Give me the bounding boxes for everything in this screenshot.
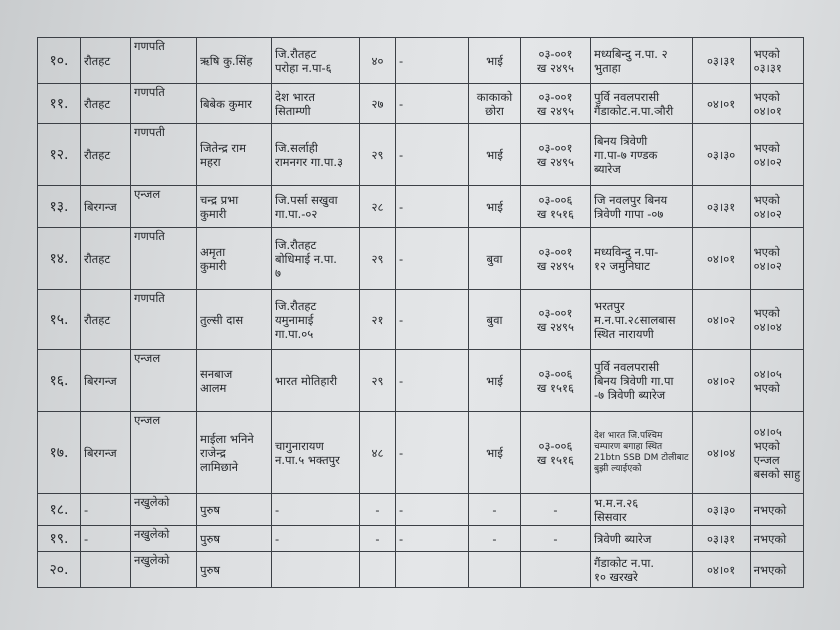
age-cell: २९ [360, 350, 396, 412]
status-line: नभएको [753, 562, 787, 577]
person-name-line: महरा [200, 154, 221, 169]
age-cell: २९ [360, 228, 396, 290]
person-name-cell [197, 124, 272, 186]
relation-cell: बुवा [469, 228, 521, 290]
address-cell [272, 228, 360, 290]
status-cell [750, 124, 804, 186]
relation-cell: - [469, 526, 521, 552]
place-found-cell [591, 412, 693, 494]
table-row [38, 124, 804, 186]
status-line: ०४।०२ [753, 206, 782, 221]
address-line: जि.सर्लाही [275, 140, 318, 155]
address-line: भारत मोतिहारी [275, 373, 338, 388]
place-found-line: बुझी ल्याईएको [594, 463, 642, 474]
department-cell: गणपति [131, 84, 197, 124]
place-found-line: भुताहा [594, 60, 621, 75]
district-cell: बिरगन्ज [81, 350, 131, 412]
person-name-line: तुल्सी दास [200, 312, 244, 327]
person-name-cell [197, 350, 272, 412]
person-name-line: पुरुष [200, 562, 221, 577]
person-name-cell [197, 412, 272, 494]
code-cell [521, 526, 591, 552]
status-cell [750, 552, 804, 588]
address-cell [272, 552, 360, 588]
code-cell [521, 186, 591, 228]
place-found-line: चम्पारण बगाहा स्थित [594, 441, 663, 452]
address-line: देश भारत [275, 89, 315, 104]
place-found-line: 21btn SSB DM टोलीबाट [594, 452, 689, 463]
address-line: रामनगर गा.पा.३ [275, 154, 344, 169]
serial-number-cell: १३. [38, 186, 81, 228]
place-found-line: गा.पा-७ गण्डक [594, 147, 658, 162]
dash-cell: - [396, 526, 469, 552]
place-found-line: १२ जमुनिघाट [594, 258, 650, 273]
place-found-line: पुर्वि नवलपरासी [594, 89, 660, 104]
department-cell: गणपती [131, 124, 197, 186]
status-line: भएको [753, 305, 780, 320]
address-cell [272, 290, 360, 350]
age-cell: २१ [360, 290, 396, 350]
address-cell [272, 124, 360, 186]
place-found-line: बिनय त्रिवेणी [594, 133, 648, 148]
age-cell: २९ [360, 124, 396, 186]
person-name-line: जितेन्द्र राम [200, 140, 246, 155]
person-name-line: आलम [200, 380, 227, 395]
code-line: ०३-००६ [538, 366, 573, 381]
date-cell: ०३।३१ [692, 186, 750, 228]
table-row [38, 228, 804, 290]
date-cell: ०३।३१ [692, 526, 750, 552]
person-name-line: कुमारी [200, 206, 227, 221]
dash-cell [396, 552, 469, 588]
department-cell: एन्जल [131, 412, 197, 494]
relation-cell: भाई [469, 124, 521, 186]
place-found-line: स्थित नारायणी [594, 326, 654, 341]
district-cell: - [81, 526, 131, 552]
dash-cell: - [396, 494, 469, 526]
relation-cell: भाई [469, 350, 521, 412]
district-cell: - [81, 494, 131, 526]
code-line: ०३-००१ [538, 46, 573, 61]
code-line: ०३-००१ [538, 89, 573, 104]
person-name-line: चन्द्र प्रभा [200, 192, 239, 207]
status-cell [750, 494, 804, 526]
dash-cell: - [396, 350, 469, 412]
address-cell [272, 412, 360, 494]
district-cell: रौतहट [81, 290, 131, 350]
code-cell [521, 228, 591, 290]
place-found-line: भरतपुर [594, 298, 625, 313]
date-cell: ०४।०४ [692, 412, 750, 494]
person-name-cell [197, 228, 272, 290]
status-line: भएको [753, 380, 780, 395]
place-found-line: पुर्वि नवलपरासी [594, 359, 660, 374]
status-line: भएको [753, 140, 780, 155]
address-line: यमुनामाई [275, 312, 314, 327]
dash-cell: - [396, 38, 469, 84]
dash-cell: - [396, 228, 469, 290]
relation-cell: भाई [469, 38, 521, 84]
status-line: नभएको [753, 531, 787, 546]
department-cell: नखुलेको [131, 494, 197, 526]
address-line: गा.पा.०५ [275, 326, 314, 341]
place-found-cell [591, 84, 693, 124]
status-cell [750, 350, 804, 412]
date-cell: ०४।०१ [692, 552, 750, 588]
status-cell [750, 526, 804, 552]
person-name-cell [197, 552, 272, 588]
person-name-line: ऋषि कु.सिंह [200, 53, 253, 68]
status-line: भएको [753, 244, 780, 259]
place-found-line: म.न.पा.२८सालबास [594, 312, 676, 327]
date-cell: ०३।३१ [692, 38, 750, 84]
code-line: ०३-००१ [538, 140, 573, 155]
code-cell [521, 350, 591, 412]
serial-number-cell: १४. [38, 228, 81, 290]
place-found-cell [591, 552, 693, 588]
dash-cell: - [396, 84, 469, 124]
district-cell: रौतहट [81, 124, 131, 186]
department-cell: गणपति [131, 290, 197, 350]
person-name-cell [197, 84, 272, 124]
relation-cell: भाई [469, 186, 521, 228]
address-cell [272, 350, 360, 412]
date-cell: ०४।०१ [692, 84, 750, 124]
relation-cell: भाई [469, 412, 521, 494]
date-cell: ०४।०२ [692, 290, 750, 350]
age-cell: - [360, 526, 396, 552]
status-line: भएको [753, 46, 780, 61]
code-line: ०३-००६ [538, 438, 573, 453]
address-line: परोहा न.पा-६ [275, 60, 332, 75]
code-cell [521, 290, 591, 350]
status-line: ०४।०१ [753, 103, 782, 118]
address-line: जि.रौतहट [275, 237, 317, 252]
dash-cell: - [396, 124, 469, 186]
status-line: भएको [753, 89, 780, 104]
address-line: - [275, 531, 280, 546]
date-cell: ०३।३० [692, 124, 750, 186]
status-cell [750, 228, 804, 290]
district-cell: बिरगन्ज [81, 412, 131, 494]
table-row [38, 84, 804, 124]
table-row [38, 186, 804, 228]
place-found-cell [591, 290, 693, 350]
status-line: ०४।०२ [753, 154, 782, 169]
person-name-line: कुमारी [200, 258, 227, 273]
person-name-cell [197, 526, 272, 552]
code-line: ख २४९५ [537, 60, 574, 75]
person-name-line: अमृता [200, 244, 226, 259]
table-row [38, 526, 804, 552]
address-line: बोधिमाई न.पा. [275, 251, 337, 266]
code-cell [521, 552, 591, 588]
person-name-line: पुरुष [200, 531, 221, 546]
status-cell [750, 186, 804, 228]
code-line: ख २४९५ [537, 103, 574, 118]
table-row [38, 552, 804, 588]
address-line: सिताम्णी [275, 103, 311, 118]
address-line: - [275, 502, 280, 517]
place-found-cell [591, 38, 693, 84]
address-cell [272, 526, 360, 552]
address-line: जि.पर्सा सखुवा [275, 192, 338, 207]
department-cell: एन्जल [131, 186, 197, 228]
age-cell: २७ [360, 84, 396, 124]
table-row [38, 38, 804, 84]
code-cell [521, 38, 591, 84]
age-cell: ४८ [360, 412, 396, 494]
place-found-cell [591, 124, 693, 186]
address-line: गा.पा.-०२ [275, 206, 318, 221]
person-name-cell [197, 38, 272, 84]
table-row [38, 494, 804, 526]
code-line: ख २४९५ [537, 258, 574, 273]
code-line: ख १५१६ [537, 452, 574, 467]
code-line: ख १५१६ [537, 380, 574, 395]
department-cell: नखुलेको [131, 526, 197, 552]
address-cell [272, 186, 360, 228]
address-line: जि.रौतहट [275, 298, 317, 313]
code-line: ०३-००१ [538, 305, 573, 320]
status-line: नभएको [753, 502, 787, 517]
code-line: ख २४९५ [537, 154, 574, 169]
code-line: ख २४९५ [537, 319, 574, 334]
status-line: भएको [753, 438, 780, 453]
district-cell: बिरगन्ज [81, 186, 131, 228]
code-line: ०३-००६ [538, 192, 573, 207]
serial-number-cell: १९. [38, 526, 81, 552]
address-cell [272, 494, 360, 526]
relation-cell: बुवा [469, 290, 521, 350]
serial-number-cell: १२. [38, 124, 81, 186]
place-found-line: मध्यविन्दु न.पा- [594, 244, 659, 259]
district-cell: रौतहट [81, 38, 131, 84]
place-found-line: जि नवलपुर बिनय [594, 192, 668, 207]
person-name-line: बिबेक कुमार [200, 96, 252, 111]
person-name-line: माईला भनिने [200, 431, 254, 446]
dash-cell: - [396, 290, 469, 350]
district-cell: रौतहट [81, 84, 131, 124]
status-cell [750, 84, 804, 124]
age-cell: - [360, 494, 396, 526]
status-line: ०३।३१ [753, 60, 782, 75]
district-cell [81, 552, 131, 588]
address-cell [272, 38, 360, 84]
department-cell: गणपति [131, 228, 197, 290]
department-cell: गणपति [131, 38, 197, 84]
person-name-cell [197, 494, 272, 526]
date-cell: ०३।३० [692, 494, 750, 526]
date-cell: ०४।०१ [692, 228, 750, 290]
serial-number-cell: २०. [38, 552, 81, 588]
serial-number-cell: १६. [38, 350, 81, 412]
status-line: ०४।०५ [753, 424, 782, 439]
address-line: ७ [275, 265, 281, 280]
place-found-line: देश भारत जि.पश्चिम [594, 430, 663, 441]
code-line: ०३-००१ [538, 244, 573, 259]
person-name-cell [197, 290, 272, 350]
place-found-cell [591, 526, 693, 552]
table-row [38, 350, 804, 412]
place-found-line: बिनय त्रिवेणी गा.पा [594, 373, 674, 388]
place-found-cell [591, 228, 693, 290]
age-cell: ४० [360, 38, 396, 84]
dash-cell: - [396, 186, 469, 228]
person-name-line: लामिछाने [200, 459, 239, 474]
status-cell [750, 290, 804, 350]
person-name-cell [197, 186, 272, 228]
place-found-line: त्रिवेणी गापा -०७ [594, 206, 664, 221]
place-found-line: गैंडाकोट.न.पा.ञौरी [594, 103, 674, 118]
dash-cell: - [396, 412, 469, 494]
status-line: ०४।०५ [753, 366, 782, 381]
place-found-cell [591, 186, 693, 228]
status-line: भएको [753, 192, 780, 207]
serial-number-cell: १०. [38, 38, 81, 84]
place-found-line: १० खरखरे [594, 569, 638, 584]
person-name-line: सनबाज [200, 366, 233, 381]
place-found-line: मध्यबिन्दु न.पा. २ [594, 46, 668, 61]
relation-cell: - [469, 494, 521, 526]
date-cell: ०४।०२ [692, 350, 750, 412]
place-found-line: गैंडाकोट न.पा. [594, 555, 655, 570]
victims-table [37, 37, 804, 588]
place-found-line: -७ त्रिवेणी ब्यारेज [594, 387, 666, 402]
person-name-line: राजेन्द्र [200, 445, 226, 460]
age-cell: २८ [360, 186, 396, 228]
district-cell: रौतहट [81, 228, 131, 290]
code-cell [521, 124, 591, 186]
table-row [38, 290, 804, 350]
department-cell: नखुलेको [131, 552, 197, 588]
table-body [38, 38, 804, 588]
status-cell [750, 412, 804, 494]
status-line: बसको साहु [753, 466, 801, 481]
address-line: न.पा.५ भक्तपुर [275, 452, 340, 467]
age-cell [360, 552, 396, 588]
code-line: - [553, 531, 558, 546]
place-found-cell [591, 350, 693, 412]
place-found-line: सिसवार [594, 509, 627, 524]
serial-number-cell: १७. [38, 412, 81, 494]
status-line: एन्जल [753, 452, 780, 467]
table-row [38, 412, 804, 494]
relation-cell: काकाको छोरा [469, 84, 521, 124]
code-line: ख १५१६ [537, 206, 574, 221]
code-cell [521, 412, 591, 494]
serial-number-cell: १५. [38, 290, 81, 350]
address-line: जि.रौतहट [275, 46, 317, 61]
serial-number-cell: ११. [38, 84, 81, 124]
place-found-line: त्रिवेणी ब्यारेज [594, 531, 652, 546]
address-cell [272, 84, 360, 124]
person-name-line: पुरुष [200, 502, 221, 517]
department-cell: एन्जल [131, 350, 197, 412]
status-line: ०४।०४ [753, 319, 782, 334]
place-found-cell [591, 494, 693, 526]
code-line: - [553, 502, 558, 517]
address-line: चागुनारायण [275, 438, 324, 453]
relation-cell [469, 552, 521, 588]
place-found-line: भ.म.न.२६ [594, 495, 639, 510]
status-cell [750, 38, 804, 84]
code-cell [521, 84, 591, 124]
status-line: ०४।०२ [753, 258, 782, 273]
place-found-line: ब्यारेज [594, 161, 621, 176]
serial-number-cell: १८. [38, 494, 81, 526]
code-cell [521, 494, 591, 526]
